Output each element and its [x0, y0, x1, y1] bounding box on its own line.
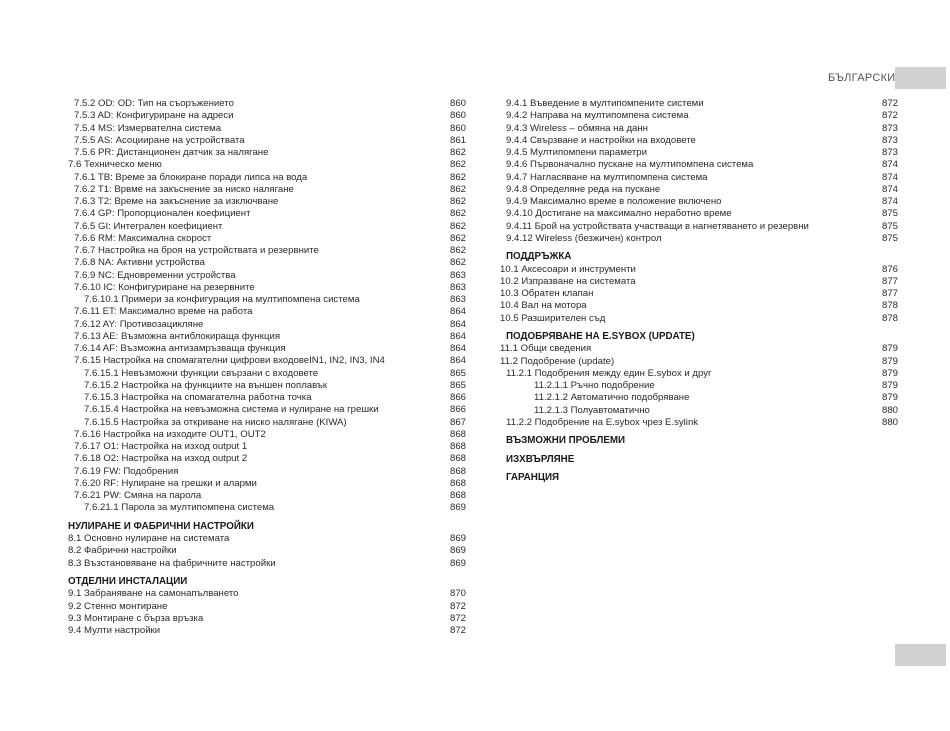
toc-entry[interactable] — [66, 294, 466, 306]
toc-entry[interactable] — [66, 110, 466, 122]
toc-entry-title: 7.6.2 T1: Врвме на закъснение за ниско налягане — [74, 183, 294, 195]
toc-entry[interactable] — [66, 184, 466, 196]
toc-entry[interactable] — [66, 478, 466, 490]
toc-entry-page: 868 — [449, 453, 466, 465]
toc-entry-title: 7.6.19 FW: Подобрения — [74, 465, 179, 477]
toc-entry[interactable] — [66, 172, 466, 184]
toc-entry[interactable] — [66, 98, 466, 110]
toc-entry-page: 879 — [881, 343, 898, 355]
toc-entry[interactable] — [66, 558, 466, 570]
toc-entry[interactable] — [66, 270, 466, 282]
toc-entry-title: ОТДЕЛНИ ИНСТАЛАЦИИ — [68, 575, 188, 587]
toc-entry-page: 862 — [449, 220, 466, 232]
toc-entry-page: 875 — [881, 208, 898, 220]
toc-entry-page: 875 — [881, 232, 898, 244]
toc-entry-title: 9.3 Монтиране с бърза връзка — [68, 612, 204, 624]
toc-entry[interactable] — [498, 264, 898, 276]
toc-entry[interactable] — [498, 392, 898, 404]
toc-entry-page: 868 — [449, 490, 466, 501]
toc-entry-page: 868 — [449, 428, 466, 440]
toc-entry[interactable] — [66, 282, 466, 294]
toc-entry-page: 865 — [449, 379, 466, 391]
toc-entry-page: 864 — [449, 306, 466, 318]
toc-entry-page: 869 — [449, 502, 466, 514]
toc-entry[interactable] — [498, 196, 898, 208]
toc-entry[interactable] — [66, 306, 466, 318]
toc-entry[interactable] — [498, 159, 898, 171]
toc-entry-page: 862 — [449, 159, 466, 171]
toc-entry-page: 866 — [449, 392, 466, 403]
toc-entry[interactable] — [498, 405, 898, 417]
toc-entry-title: 10.1 Аксесоари и инструменти — [500, 263, 636, 275]
toc-entry[interactable] — [66, 343, 466, 355]
toc-entry[interactable] — [66, 588, 466, 600]
toc-entry[interactable] — [498, 98, 898, 110]
toc-entry-title: 7.6.15.3 Настройка на спомагателна работна точка — [84, 392, 312, 403]
toc-entry-title: 7.5.3 AD: Конфигуриране на адреси — [74, 110, 234, 122]
toc-entry-page: 879 — [881, 355, 898, 367]
toc-entry-title: 11.2.1.1 Ръчно подобрение — [534, 380, 655, 391]
toc-entry-title: 7.6.6 RM: Максимална скорост — [74, 232, 212, 244]
toc-entry-page: 877 — [881, 275, 898, 287]
toc-entry-title: 7.5.4 MS: Измервателна система — [74, 122, 222, 134]
toc-entry-title: 7.6.7 Настройка на броя на устройствата и резервните — [74, 245, 319, 256]
toc-entry[interactable] — [66, 208, 466, 220]
toc-entry[interactable] — [498, 380, 898, 392]
toc-entry-page: 875 — [881, 220, 898, 232]
toc-entry[interactable] — [66, 417, 466, 429]
page-number-tab — [895, 644, 946, 666]
toc-entry-page: 866 — [449, 404, 466, 416]
toc-entry-page: 862 — [449, 171, 466, 183]
toc-entry-title: 11.2.1.3 Полуавтоматично — [534, 404, 650, 416]
toc-entry-page: 860 — [449, 110, 466, 122]
toc-entry-title: 7.5.5 AS: Асоцииране на устройствата — [74, 134, 245, 146]
toc-entry-title: 8.1 Основно нулиране на системата — [68, 533, 230, 544]
toc-entry-page: 872 — [449, 612, 466, 624]
toc-entry-title: 9.4.10 Достигане на максимално неработно време — [506, 208, 732, 220]
toc-entry-title: 7.6.15.4 Настройка на невъзможна система и нулиране на грешки — [84, 404, 379, 416]
toc-entry-page: 872 — [881, 110, 898, 122]
toc-entry-title: 9.1 Забраняване на самонапълването — [68, 588, 239, 600]
toc-entry[interactable] — [66, 319, 466, 331]
toc-entry[interactable] — [66, 368, 466, 380]
toc-entry-title: 8.3 Възстановяване на фабричните настройки — [68, 557, 276, 569]
toc-entry-page: 862 — [449, 196, 466, 207]
toc-entry-page: 862 — [449, 232, 466, 244]
toc-entry[interactable] — [498, 172, 898, 184]
toc-entry-title: 9.4.9 Максимално време в положение включено — [506, 196, 722, 207]
toc-entry-page: 861 — [449, 134, 466, 146]
toc-entry[interactable] — [498, 147, 898, 159]
toc-entry-page: 863 — [449, 269, 466, 281]
toc-entry-title: 9.4.4 Свързване и настройки на входовете — [506, 134, 696, 146]
toc-entry-title: 7.6 Техническо меню — [68, 159, 162, 171]
toc-entry-page: 874 — [881, 183, 898, 195]
toc-entry-title: 7.6.15.1 Невъзможни функции свързани с входовете — [84, 367, 319, 379]
toc-entry-title: 7.6.8 NA: Активни устройства — [74, 257, 205, 269]
toc-entry-title: ГАРАНЦИЯ — [506, 472, 560, 483]
toc-entry[interactable] — [66, 331, 466, 343]
toc-entry[interactable] — [498, 221, 898, 233]
toc-entry-title: 9.4.7 Нагласяване на мултипомпена система — [506, 171, 708, 183]
toc-entry-title: 9.4.11 Брой на устройствата участващи в нагнетяването и резервни — [506, 220, 809, 232]
toc-entry-title: ВЪЗМОЖНИ ПРОБЛЕМИ — [506, 435, 626, 446]
toc-entry-page: 879 — [881, 367, 898, 379]
toc-entry-page: 865 — [449, 367, 466, 379]
toc-entry-title: 10.2 Изпразване на системата — [500, 275, 636, 287]
toc-entry[interactable] — [66, 453, 466, 465]
toc-entry[interactable] — [498, 356, 898, 368]
toc-entry-title: 7.6.9 NC: Едновременни устройства — [74, 269, 236, 281]
toc-entry-page: 874 — [881, 171, 898, 183]
toc-section-heading[interactable] — [498, 472, 898, 485]
header-tab — [895, 67, 946, 89]
toc-entry[interactable] — [498, 135, 898, 147]
toc-entry-title: 7.6.21.1 Парола за мултипомпена система — [84, 502, 275, 514]
toc-entry-page: 872 — [881, 98, 898, 109]
toc-entry[interactable] — [66, 625, 466, 637]
toc-entry-page: 873 — [881, 147, 898, 158]
toc-entry-title: 7.6.12 AY: Противозацикляне — [74, 318, 204, 330]
toc-entry-title: 7.6.21 PW: Смяна на парола — [74, 490, 202, 501]
toc-entry[interactable] — [498, 276, 898, 288]
toc-entry-page: 860 — [449, 122, 466, 134]
toc-entry-page: 867 — [449, 416, 466, 428]
toc-entry[interactable] — [66, 466, 466, 478]
toc-entry-page: 876 — [881, 263, 898, 275]
toc-entry-title: 7.6.20 RF: Нулиране на грешки и аларми — [74, 477, 257, 489]
toc-entry-title: 9.4.8 Определяне реда на пускане — [506, 183, 661, 195]
toc-section-heading[interactable] — [498, 251, 898, 264]
toc-entry[interactable] — [498, 233, 898, 245]
toc-entry[interactable] — [66, 404, 466, 416]
toc-left-column — [66, 98, 466, 637]
toc-entry-title: 9.4.5 Мултипомпени параметри — [506, 147, 647, 158]
toc-entry-title: 11.2.1 Подобрения между един E.sybox и друг — [506, 367, 712, 379]
toc-entry-page: 878 — [881, 300, 898, 312]
toc-entry-title: 7.6.11 ET: Максимално време на работа — [74, 306, 253, 318]
toc-entry-title: 7.6.10 IC: Конфигуриране на резервните — [74, 281, 255, 293]
toc-entry-page: 869 — [449, 533, 466, 544]
toc-entry-page: 874 — [881, 159, 898, 171]
toc-entry-title: 9.4.6 Първоначално пускане на мултипомпена система — [506, 159, 754, 171]
toc-entry[interactable] — [498, 110, 898, 122]
toc-entry-title: ПОДДРЪЖКА — [506, 251, 572, 262]
toc-entry-title: 7.6.5 GI: Интегрален коефициент — [74, 220, 223, 232]
toc-entry-page: 869 — [449, 557, 466, 569]
toc-entry[interactable] — [66, 545, 466, 557]
toc-entry-title: ПОДОБРЯВАНЕ НА E.SYBOX (UPDATE) — [506, 330, 695, 342]
toc-entry-page: 863 — [449, 281, 466, 293]
toc-entry-page: 862 — [449, 208, 466, 220]
language-label: БЪЛГАРСКИ — [828, 72, 896, 84]
toc-entry-page: 868 — [449, 441, 466, 452]
toc-entry[interactable] — [498, 288, 898, 300]
toc-entry-page: 864 — [449, 355, 466, 367]
toc-entry-title: 9.4.3 Wireless – обмяна на данн — [506, 122, 648, 134]
toc-entry-title: 7.6.16 Настройка на изходите OUT1, OUT2 — [74, 428, 266, 440]
toc-entry-title: 9.4 Мулти настройки — [68, 625, 161, 636]
toc-entry[interactable] — [66, 355, 466, 367]
toc-entry[interactable] — [66, 196, 466, 208]
toc-entry-page: 869 — [449, 545, 466, 557]
toc-entry-title: 10.4 Вал на мотора — [500, 300, 587, 312]
toc-entry[interactable] — [498, 123, 898, 135]
toc-entry[interactable] — [66, 257, 466, 269]
toc-entry-title: 7.6.13 AE: Възможна антиблокираща функция — [74, 330, 281, 342]
toc-entry-title: 7.6.10.1 Примери за конфигурация на мултипомпена система — [84, 294, 360, 305]
toc-entry-title: НУЛИРАНЕ И ФАБРИЧНИ НАСТРОЙКИ — [68, 520, 254, 532]
toc-entry[interactable] — [66, 533, 466, 545]
toc-entry-page: 880 — [881, 416, 898, 428]
toc-entry-page: 880 — [881, 404, 898, 416]
toc-entry[interactable] — [66, 392, 466, 404]
toc-entry-title: 11.2.1.2 Автоматично подобряване — [534, 392, 690, 404]
toc-entry-title: 7.6.15 Настройка на спомагателни цифрови входовеIN1, IN2, IN3, IN4 — [74, 355, 385, 367]
toc-entry[interactable] — [66, 245, 466, 257]
toc-entry-page: 868 — [449, 465, 466, 477]
toc-entry-page: 863 — [449, 294, 466, 305]
toc-entry-title: 7.6.1 TB: Време за блокиране поради липса на вода — [74, 171, 308, 183]
toc-entry-page: 868 — [449, 477, 466, 489]
toc-entry-title: 9.4.2 Направа на мултипомпена система — [506, 110, 689, 122]
toc-entry[interactable] — [498, 368, 898, 380]
toc-entry-page: 877 — [881, 288, 898, 299]
toc-right-column — [498, 98, 898, 485]
toc-section-heading[interactable] — [66, 521, 466, 534]
toc-entry-title: 9.4.1 Въведение в мултипомпените системи — [506, 98, 704, 109]
toc-entry-page: 860 — [449, 98, 466, 109]
toc-entry[interactable] — [66, 601, 466, 613]
toc-entry-title: 7.5.2 OD: OD: Тип на съоръжението — [74, 98, 234, 109]
toc-entry-page: 879 — [881, 392, 898, 404]
toc-entry[interactable] — [498, 208, 898, 220]
toc-entry-page: 864 — [449, 343, 466, 354]
toc-entry[interactable] — [498, 300, 898, 312]
toc-section-heading[interactable] — [498, 454, 898, 467]
toc-entry-page: 862 — [449, 183, 466, 195]
toc-entry-title: 11.2 Подобрение (update) — [500, 355, 615, 367]
toc-entry-title: 11.1 Общи сведения — [500, 343, 592, 355]
toc-entry[interactable] — [66, 490, 466, 502]
toc-entry[interactable] — [66, 429, 466, 441]
toc-entry[interactable] — [66, 159, 466, 171]
toc-entry-page: 873 — [881, 122, 898, 134]
toc-entry-title: 7.6.18 O2: Настройка на изход output 2 — [74, 453, 248, 465]
toc-entry[interactable] — [66, 147, 466, 159]
toc-entry-page: 864 — [449, 330, 466, 342]
toc-entry-page: 878 — [881, 312, 898, 324]
toc-entry-page: 862 — [449, 257, 466, 269]
toc-entry[interactable] — [66, 221, 466, 233]
toc-section-heading[interactable] — [66, 576, 466, 589]
toc-entry[interactable] — [66, 441, 466, 453]
toc-entry[interactable] — [498, 184, 898, 196]
toc-entry-page: 870 — [449, 588, 466, 600]
toc-entry-title: 7.6.14 AF: Възможна антизамръзваща функция — [74, 343, 286, 354]
toc-entry-page: 862 — [449, 147, 466, 158]
toc-entry-page: 879 — [881, 380, 898, 391]
toc-entry-title: 9.4.12 Wireless (безжичен) контрол — [506, 232, 662, 244]
toc-entry-page: 872 — [449, 625, 466, 636]
toc-entry[interactable] — [66, 613, 466, 625]
toc-entry[interactable] — [66, 233, 466, 245]
toc-entry[interactable] — [66, 502, 466, 514]
toc-entry[interactable] — [66, 123, 466, 135]
toc-entry-title: ИЗХВЪРЛЯНЕ — [506, 453, 575, 465]
toc-entry-title: 11.2.2 Подобрение на E.sybox чрез E.sylink — [506, 416, 699, 428]
toc-entry[interactable] — [66, 135, 466, 147]
toc-section-heading[interactable] — [498, 435, 898, 448]
toc-entry-page: 874 — [881, 196, 898, 207]
toc-entry[interactable] — [498, 417, 898, 429]
toc-entry[interactable] — [498, 343, 898, 355]
toc-entry-title: 10.5 Разширителен съд — [500, 312, 606, 324]
toc-entry-title: 7.6.15.5 Настройка за откриване на ниско налягане (KIWA) — [84, 416, 347, 428]
toc-entry-title: 7.6.15.2 Настройка на функциите на външен поплавък — [84, 379, 328, 391]
toc-entry-title: 7.6.17 O1: Настройка на изход output 1 — [74, 441, 248, 452]
toc-entry-page: 862 — [449, 245, 466, 256]
toc-entry-page: 864 — [449, 318, 466, 330]
toc-entry[interactable] — [66, 380, 466, 392]
toc-entry-title: 7.6.3 T2: Време на закъснение за изключване — [74, 196, 279, 207]
toc-entry-title: 7.6.4 GP: Пропорционален коефициент — [74, 208, 251, 220]
toc-entry-title: 7.5.6 PR: Дистанционен датчик за налягане — [74, 147, 269, 158]
toc-entry[interactable] — [498, 313, 898, 325]
toc-entry-title: 9.2 Стенно монтиране — [68, 600, 168, 612]
toc-entry-page: 873 — [881, 134, 898, 146]
toc-entry-title: 10.3 Обратен клапан — [500, 288, 594, 299]
toc-section-heading[interactable] — [498, 331, 898, 344]
toc-entry-title: 8.2 Фабрични настройки — [68, 545, 177, 557]
toc-entry-page: 872 — [449, 600, 466, 612]
